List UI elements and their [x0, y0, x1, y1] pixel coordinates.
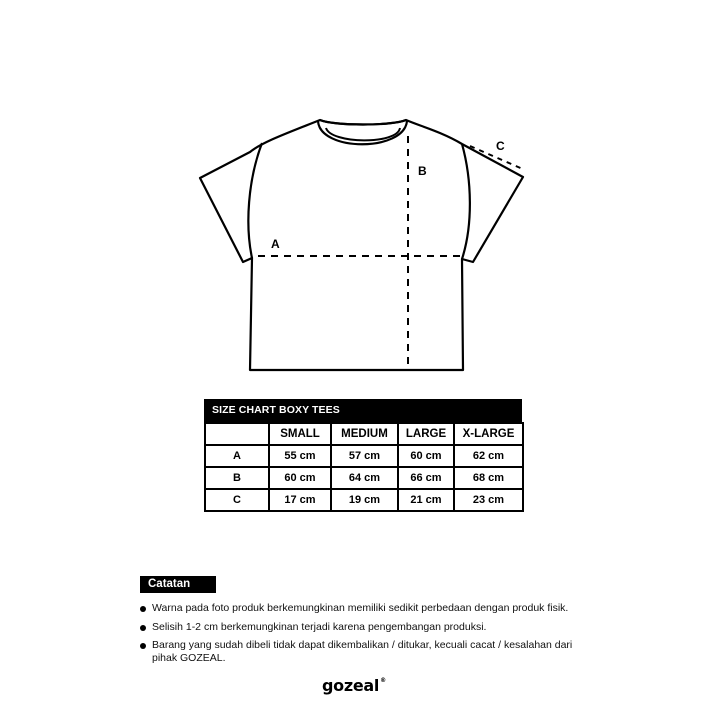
table-header-row [205, 423, 523, 445]
table-header-cell: MEDIUM [331, 423, 398, 445]
table-cell: 60 cm [269, 467, 331, 489]
table-cell: 68 cm [454, 467, 523, 489]
table-cell: 66 cm [398, 467, 454, 489]
bullet-icon [140, 625, 146, 631]
table-cell: 17 cm [269, 489, 331, 511]
row-label: A [205, 445, 269, 467]
table-cell: 57 cm [331, 445, 398, 467]
bullet-icon [140, 606, 146, 612]
brand-logo-text: gozeal [322, 676, 380, 695]
table-cell: 23 cm [454, 489, 523, 511]
table-cell: 55 cm [269, 445, 331, 467]
collar-top [320, 120, 406, 125]
dimension-c-label: C [496, 139, 505, 153]
notes-title: Catatan [140, 576, 216, 593]
notes-list [140, 602, 600, 665]
row-label: C [205, 489, 269, 511]
table-cell: 21 cm [398, 489, 454, 511]
size-chart-title: SIZE CHART BOXY TEES [204, 399, 522, 422]
registered-mark: ® [380, 677, 386, 684]
dimension-a-label: A [271, 237, 280, 251]
table-cell: 62 cm [454, 445, 523, 467]
table-header-cell: X-LARGE [454, 423, 523, 445]
table-header-cell: LARGE [398, 423, 454, 445]
bullet-icon [140, 643, 146, 649]
table-header-cell [205, 423, 269, 445]
tshirt-outline [200, 120, 523, 370]
size-chart [204, 399, 522, 512]
left-sleeve-seam [248, 143, 262, 258]
note-item [140, 639, 600, 665]
size-chart-table [204, 422, 524, 512]
table-row [205, 489, 523, 511]
table-header-cell: SMALL [269, 423, 331, 445]
collar-inner [326, 128, 400, 140]
note-text: Selisih 1-2 cm berkemungkinan terjadi karena pengembangan produksi. [152, 620, 487, 633]
table-cell: 19 cm [331, 489, 398, 511]
table-cell: 64 cm [331, 467, 398, 489]
dimension-b-label: B [418, 164, 427, 178]
note-item [140, 602, 600, 615]
note-text: Warna pada foto produk berkemungkinan memiliki sedikit perbedaan dengan produk fisik. [152, 602, 569, 614]
notes-section [140, 574, 600, 671]
brand-logo [322, 676, 385, 695]
table-cell: 60 cm [398, 445, 454, 467]
table-row [205, 467, 523, 489]
row-label: B [205, 467, 269, 489]
note-item [140, 621, 600, 634]
note-text: Barang yang sudah dibeli tidak dapat dikembalikan / ditukar, kecuali cacat / kesalahan dari pihak GOZEAL. [152, 639, 573, 664]
right-sleeve-seam [462, 144, 470, 259]
table-row [205, 445, 523, 467]
